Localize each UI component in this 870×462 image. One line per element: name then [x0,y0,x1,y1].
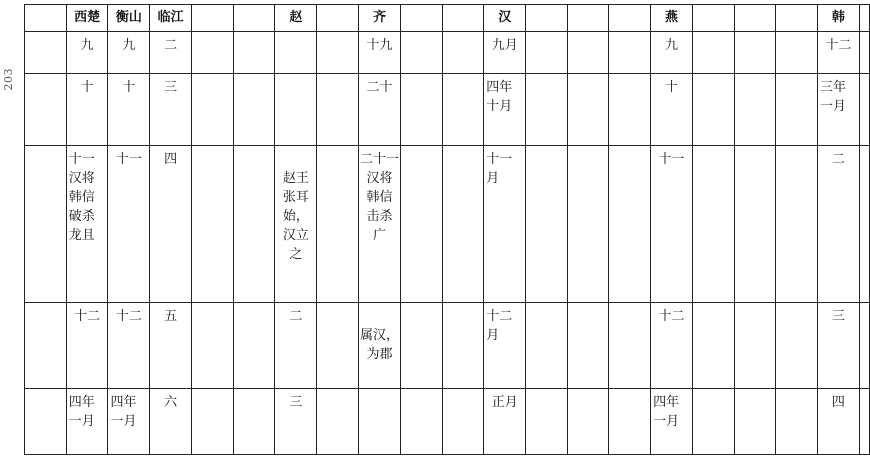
cell-text [609,74,650,78]
table-cell [317,32,359,74]
table-cell [442,146,484,303]
table-cell [233,146,275,303]
table-row [25,389,870,455]
cell-text [735,146,776,150]
cell-text [401,74,442,78]
cell-text: 九 [665,38,679,53]
table-cell [484,389,526,455]
table-cell [400,32,442,74]
cell-text [860,32,869,36]
column-header [567,5,609,32]
table-cell [275,389,317,455]
cell-text: 四年 一月 [653,395,680,429]
table-cell [66,32,108,74]
table-cell [651,32,693,74]
table-cell [25,74,67,146]
table-cell [734,74,776,146]
table-cell [859,32,869,74]
table-cell [484,146,526,303]
cell-text [693,303,734,307]
table-cell [359,74,401,146]
table-cell [818,303,860,389]
cell-text [693,389,734,393]
table-cell [400,389,442,455]
cell-text [609,303,650,307]
cell-text [25,32,66,36]
table-cell [25,303,67,389]
column-header [400,5,442,32]
cell-text: 九 [80,38,94,53]
cell-text [526,32,567,36]
cell-text: 三年 一月 [820,80,847,114]
cell-text [192,74,233,78]
table-cell [776,303,818,389]
table-cell [150,32,192,74]
column-header: 临江 [150,5,192,32]
table-cell [66,389,108,455]
table-cell [233,389,275,455]
cell-text [25,303,66,307]
table-cell [609,32,651,74]
cell-text [234,74,275,78]
cell-text: 十二 月 [486,309,513,343]
header-row [25,5,870,32]
table-cell [108,32,150,74]
cell-text [443,146,484,150]
table-cell [192,146,234,303]
table-cell [734,146,776,303]
table-cell [108,389,150,455]
cell-text [192,32,233,36]
column-header [776,5,818,32]
column-header [692,5,734,32]
table-cell [484,74,526,146]
table-cell [859,389,869,455]
table-cell [692,389,734,455]
cell-text: 十 [122,80,136,95]
cell-text: 赵王 张耳 始， 汉立 之 [282,171,309,262]
column-header: 韩 [818,5,860,32]
table-cell [108,74,150,146]
cell-text [234,389,275,393]
cell-text [568,74,609,78]
table-cell [442,74,484,146]
cell-text [693,74,734,78]
table-cell [66,303,108,389]
table-cell [526,74,568,146]
table-cell [609,146,651,303]
table-cell [150,74,192,146]
cell-text [526,146,567,150]
table-cell [526,389,568,455]
table-cell [108,303,150,389]
cell-text [568,146,609,150]
column-header [526,5,568,32]
column-header: 齐 [359,5,401,32]
table-cell [66,146,108,303]
cell-text [192,303,233,307]
cell-text: 三 [289,395,303,410]
cell-text [401,303,442,307]
cell-text [234,146,275,150]
cell-text [693,32,734,36]
table-row [25,32,870,74]
table-cell [25,389,67,455]
table-cell [567,146,609,303]
column-header: 汉 [484,5,526,32]
column-header [734,5,776,32]
column-header [442,5,484,32]
cell-text: 十 [80,80,94,95]
cell-text [609,146,650,150]
cell-text [735,303,776,307]
table-cell [400,146,442,303]
table-cell [317,74,359,146]
table-cell [859,74,869,146]
cell-text: 二 [289,309,303,324]
cell-text [735,389,776,393]
cell-text [234,303,275,307]
column-header: 燕 [651,5,693,32]
table-cell [734,32,776,74]
cell-text [776,389,817,393]
table-cell [776,146,818,303]
cell-text: 四年 一月 [68,395,95,429]
table-cell [400,74,442,146]
table-cell [150,146,192,303]
table-row [25,146,870,303]
table-cell [692,146,734,303]
cell-text [443,74,484,78]
table-cell [233,74,275,146]
table-cell [192,74,234,146]
table-cell [526,32,568,74]
cell-text [609,389,650,393]
cell-text [443,303,484,307]
table-cell [275,74,317,146]
cell-text: 十一 [658,152,685,167]
cell-text: 二 [831,152,845,167]
cell-text [860,146,869,150]
table-cell [776,74,818,146]
cell-text [401,146,442,150]
cell-text [25,389,66,393]
table-row [25,303,870,389]
cell-text [192,389,233,393]
column-header: 赵 [275,5,317,32]
table-cell [25,146,67,303]
table-cell [526,146,568,303]
cell-text [860,74,869,78]
table-cell [609,74,651,146]
table-cell [692,74,734,146]
cell-text [317,303,358,307]
column-header [192,5,234,32]
cell-text [317,74,358,78]
table-cell [150,303,192,389]
cell-text: 十一 汉将 韩信 破杀 龙且 [68,152,95,243]
cell-text: 六 [164,395,178,410]
table-cell [567,74,609,146]
table-cell [818,389,860,455]
table-cell [317,389,359,455]
cell-text [25,146,66,150]
cell-text [526,303,567,307]
table-cell [859,303,869,389]
table-cell [692,303,734,389]
table-cell [66,74,108,146]
table-cell [192,389,234,455]
table-cell [567,303,609,389]
table-cell [275,32,317,74]
cell-text [275,32,316,36]
table-cell [818,32,860,74]
cell-text: 四 [831,395,845,410]
cell-text [25,74,66,78]
cell-text: 十一 [115,152,142,167]
cell-text [860,389,869,393]
column-header: 西楚 [66,5,108,32]
table-cell [442,32,484,74]
table-cell [776,32,818,74]
page-number: 203 [2,68,15,91]
column-header: 衡山 [108,5,150,32]
table-cell [651,303,693,389]
table-cell [25,32,67,74]
table-cell [484,32,526,74]
column-header [859,5,869,32]
table-cell [150,389,192,455]
cell-text: 四 [164,152,178,167]
table-cell [651,74,693,146]
cell-text [401,389,442,393]
table-cell [400,303,442,389]
column-header [233,5,275,32]
table-cell [567,389,609,455]
cell-text: 十九 [366,38,393,53]
cell-text: 九月 [491,38,518,53]
table-cell [651,146,693,303]
cell-text: 二 [164,38,178,53]
cell-text: 十一 月 [486,152,513,186]
cell-text: 三 [831,309,845,324]
cell-text [526,389,567,393]
cell-text [568,389,609,393]
table-cell [359,303,401,389]
cell-text [568,303,609,307]
table-cell [609,389,651,455]
table-cell [692,32,734,74]
cell-text: 属汉， 为郡 [359,328,399,362]
cell-text [317,32,358,36]
table-cell [233,32,275,74]
table-cell [818,146,860,303]
cell-text [735,74,776,78]
table-cell [609,303,651,389]
cell-text [776,303,817,307]
table-cell [192,32,234,74]
cell-text [317,389,358,393]
table-cell [275,303,317,389]
cell-text: 正月 [491,395,518,410]
table-cell [734,389,776,455]
column-header [317,5,359,32]
cell-text [401,32,442,36]
cell-text [609,32,650,36]
cell-text [317,146,358,150]
cell-text [275,74,316,78]
cell-text [776,146,817,150]
cell-text: 十二 [115,309,142,324]
table-cell [818,74,860,146]
column-header [609,5,651,32]
table-cell [359,32,401,74]
table-cell [859,146,869,303]
table-row [25,74,870,146]
cell-text: 五 [164,309,178,324]
table-cell [359,146,401,303]
table-cell [567,32,609,74]
table-cell [526,303,568,389]
table-cell [442,303,484,389]
table-cell [484,303,526,389]
cell-text [234,32,275,36]
table-cell [651,389,693,455]
table-cell [776,389,818,455]
column-header [25,5,67,32]
table-cell [442,389,484,455]
cell-text [359,389,400,393]
cell-text: 二十一 汉将 韩信 击杀 广 [359,152,399,243]
cell-text [526,74,567,78]
cell-text [192,146,233,150]
cell-text [568,32,609,36]
cell-text [443,389,484,393]
chronological-table [24,4,870,455]
cell-text: 十二 [658,309,685,324]
table-cell [233,303,275,389]
table-cell [192,303,234,389]
cell-text: 四年 一月 [110,395,137,429]
cell-text [735,32,776,36]
table-cell [108,146,150,303]
table-cell [734,303,776,389]
cell-text [776,74,817,78]
table-cell [275,146,317,303]
cell-text: 十 [665,80,679,95]
cell-text: 四年 十月 [486,80,513,114]
cell-text [693,146,734,150]
cell-text [860,303,869,307]
cell-text: 十二 [74,309,101,324]
table-cell [359,389,401,455]
cell-text: 十二 [825,38,852,53]
cell-text: 二十 [366,80,393,95]
cell-text: 三 [164,80,178,95]
cell-text [776,32,817,36]
table-cell [317,146,359,303]
table-cell [317,303,359,389]
cell-text: 九 [122,38,136,53]
cell-text [443,32,484,36]
